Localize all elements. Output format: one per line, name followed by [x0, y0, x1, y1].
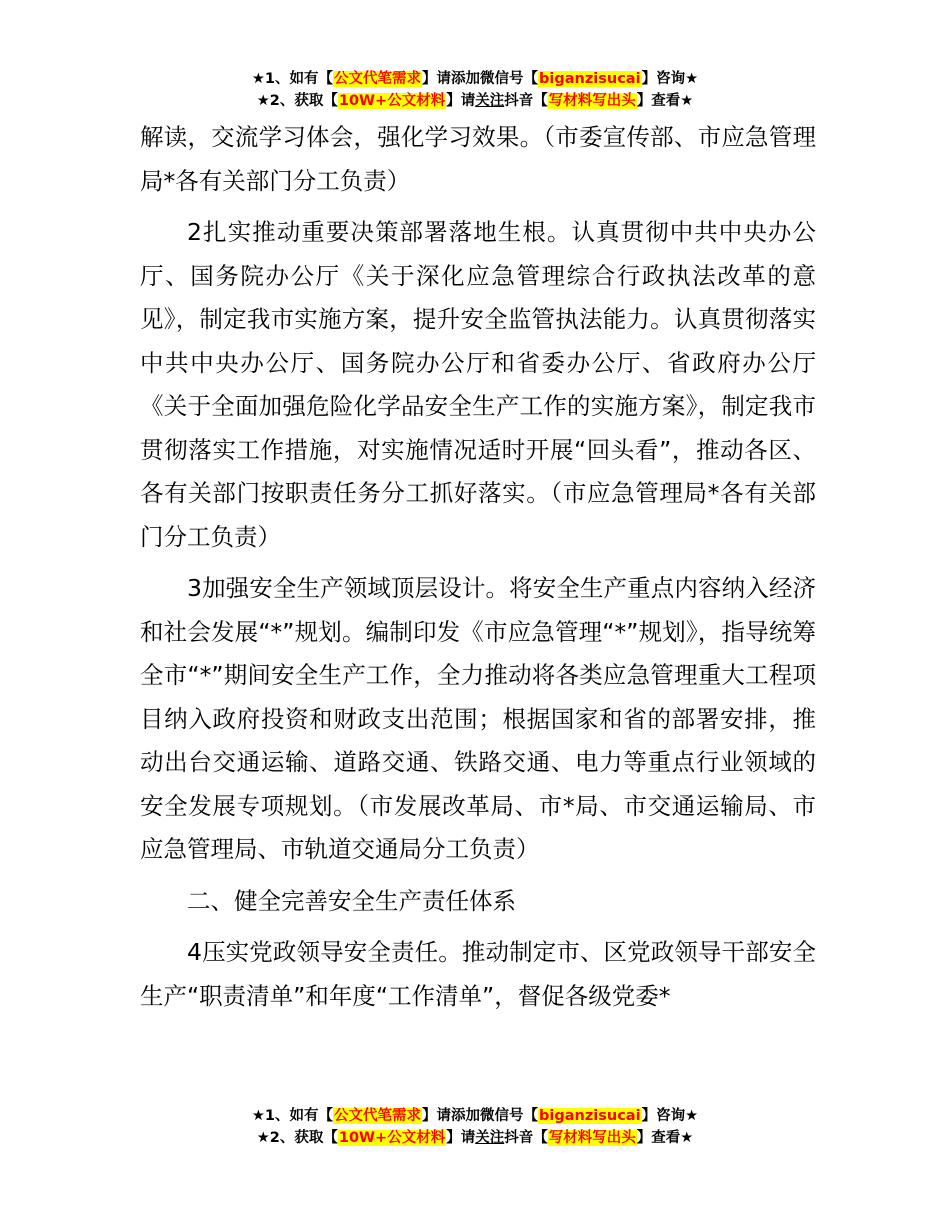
footer-banner [0, 1105, 950, 1149]
footer-line-2 [0, 1127, 950, 1149]
footer-line-1-suffix: 】咨询★ [641, 1108, 699, 1124]
paragraph-item-3: 3加强安全生产领域顶层设计。将安全生产重点内容纳入经济和社会发展“*”规划。编制印发《市应急管理“*”规划》，指导统筹全市“*”期间安全生产工作，全力推动将各类应急管理重大工程项目纳入政府投资和财政支出范围；根据国家和省的部署安排，推动出台交通运输、道路交通、铁路交通、电力等重点行业领域的安全发展专项规划。（市发展改革局、市*局、市交通运输局、市应急管理局、市轨道交通局分工负责） [140, 574, 816, 863]
banner-highlight-wechat-id: biganzisucai [539, 71, 641, 87]
footer-follow-underlined: 关注 [475, 1130, 505, 1146]
footer-line-1-mid: 】请添加微信号【 [422, 1108, 539, 1124]
footer-line-1-prefix: ★1、如有【 [251, 1108, 334, 1124]
header-banner [0, 68, 950, 112]
footer-line-2-mid-b: 抖音【 [504, 1130, 548, 1146]
banner-line-2-prefix: ★2、获取【 [256, 93, 338, 109]
banner-follow-underlined: 关注 [475, 93, 505, 109]
footer-highlight-service: 公文代笔需求 [334, 1108, 422, 1124]
footer-line-2-mid-a: 】请 [446, 1130, 476, 1146]
banner-highlight-service: 公文代笔需求 [334, 71, 422, 87]
banner-line-2 [0, 90, 950, 112]
banner-line-2-suffix: 】查看★ [636, 93, 694, 109]
banner-line-1 [0, 68, 950, 90]
banner-highlight-materials: 10W+公文材料 [338, 93, 446, 109]
paragraph-item-2: 2扎实推动重要决策部署落地生根。认真贯彻中共中央办公厅、国务院办公厅《关于深化应急管理综合行政执法改革的意见》，制定我市实施方案，提升安全监管执法能力。认真贯彻落实中共中央办公厅、国务院办公厅和省委办公厅、省政府办公厅《关于全面加强危险化学品安全生产工作的实施方案》，制定我市贯彻落实工作措施，对实施情况适时开展“回头看”，推动各区、各有关部门按职责任务分工抓好落实。（市应急管理局*各有关部门分工负责） [140, 218, 816, 551]
banner-line-1-suffix: 】咨询★ [641, 71, 699, 87]
document-body [140, 116, 816, 1026]
footer-line-2-prefix: ★2、获取【 [256, 1130, 338, 1146]
banner-line-1-mid: 】请添加微信号【 [422, 71, 539, 87]
section-heading: 二、健全完善安全生产责任体系 [187, 886, 516, 915]
banner-line-2-mid-a: 】请 [446, 93, 476, 109]
paragraph-item-4: 4压实党政领导安全责任。推动制定市、区党政领导干部安全生产“职责清单”和年度“工作清单”，督促各级党委* [140, 938, 816, 1010]
banner-line-1-prefix: ★1、如有【 [251, 71, 334, 87]
footer-highlight-materials: 10W+公文材料 [338, 1130, 446, 1146]
footer-highlight-douyin-account: 写材料写出头 [548, 1130, 636, 1146]
footer-highlight-wechat-id: biganzisucai [539, 1108, 641, 1124]
banner-line-2-mid-b: 抖音【 [504, 93, 548, 109]
footer-line-1 [0, 1105, 950, 1127]
footer-line-2-suffix: 】查看★ [636, 1130, 694, 1146]
paragraph-continuation: 解读，交流学习体会，强化学习效果。（市委宣传部、市应急管理局*各有关部门分工负责） [140, 123, 816, 195]
banner-highlight-douyin-account: 写材料写出头 [548, 93, 636, 109]
